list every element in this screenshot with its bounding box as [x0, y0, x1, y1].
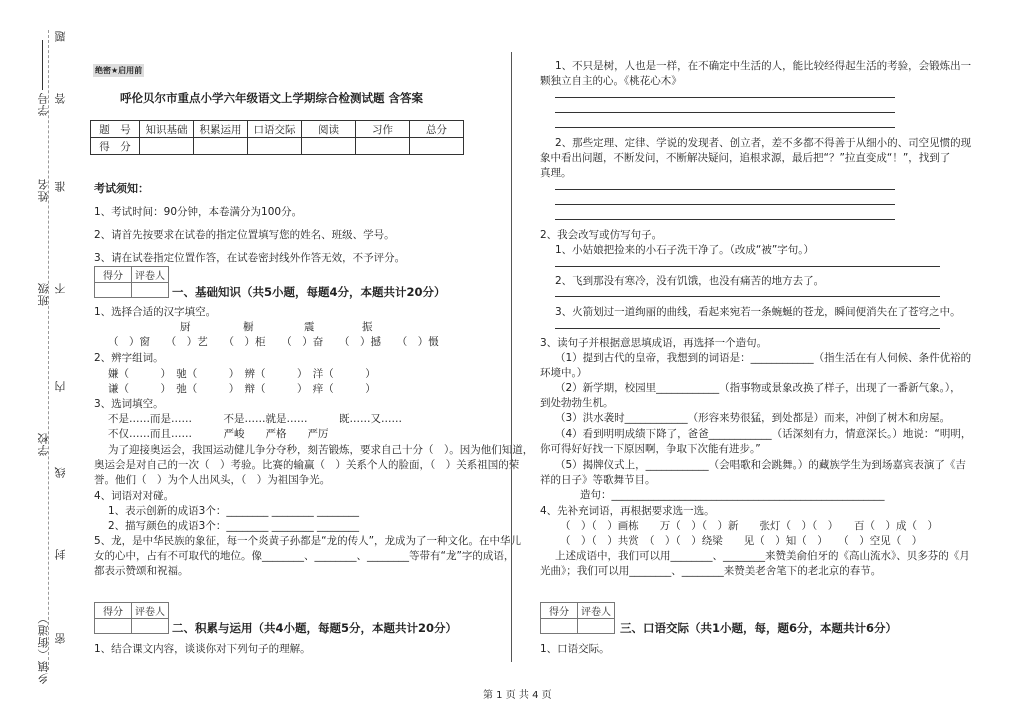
grader-cell[interactable]	[132, 619, 169, 634]
margin-label-xian: 线	[54, 466, 67, 478]
score-cell[interactable]	[356, 138, 410, 155]
grader-box-3	[540, 602, 615, 634]
r-q2-text: 真理。	[540, 167, 572, 179]
s1-q3-options: 不仅……而且…… 严峻 严格 严厉	[108, 428, 329, 440]
grader-box-2	[94, 602, 169, 634]
s1-q2-line: 谦（ ） 弛（ ） 辩（ ） 痒（ ）	[108, 383, 376, 395]
score-header-cell: 积累运用	[194, 121, 248, 138]
margin-label-xuehao: 学号	[37, 92, 50, 116]
grader-cell[interactable]	[132, 283, 169, 298]
score-cell[interactable]	[194, 138, 248, 155]
s1-q1: 1、选择合适的汉字填空。	[94, 306, 217, 318]
r-s3-item: （2）新学期，校园里____________（指事物或景象改换了样子，出现了一番新气象。），	[555, 382, 961, 394]
margin-label-xiangzhen: 乡镇（街道）	[37, 612, 50, 684]
grader-cell[interactable]	[578, 619, 615, 634]
page-footer: 第 1 页 共 4 页	[483, 690, 552, 701]
r-s3-zaoju: 造句：____________________________________________________	[580, 489, 885, 501]
column-divider	[511, 52, 512, 662]
s1-q4-line: 1、表示创新的成语3个：________ ________ ________	[108, 505, 360, 517]
r-s4-line: 上述成语中，我们可以用________、________来赞美俞伯牙的《高山流水》、贝多芬的《月	[555, 550, 970, 562]
score-header-cell: 口语交际	[248, 121, 302, 138]
answer-line	[555, 219, 895, 220]
grader-label: 得分	[541, 603, 578, 619]
r-s3-item: （3）洪水袭时____________（形容来势很猛，到处都是）而来，冲倒了树木和房屋。	[555, 412, 951, 424]
answer-line	[555, 204, 895, 205]
s1-q3-text: 誉。他们（ ）为个人出风头，（ ）为祖国争光。	[94, 474, 331, 486]
s1-q2-line: 嫌（ ） 驰（ ） 辨（ ） 洋（ ）	[108, 368, 376, 380]
score-cell[interactable]	[140, 138, 194, 155]
r-s3-item: （5）揭牌仪式上，____________（会唱歌和会跳舞。）的藏族学生为到场嘉宾表演了《吉	[555, 459, 966, 471]
r-s4: 4、先补充词语，再根据要求选一选。	[540, 505, 715, 517]
grader-label: 评卷人	[132, 603, 169, 619]
notice-item: 1、考试时间：90分钟，本卷满分为100分。	[94, 206, 303, 218]
grader-box-1	[94, 266, 169, 298]
confidential-stamp: 绝密★启用前	[95, 66, 143, 75]
score-cell[interactable]	[410, 138, 464, 155]
margin-label-xingming: 姓名	[37, 178, 50, 202]
answer-line	[555, 127, 895, 128]
margin-label-banji: 班级	[37, 282, 50, 306]
s1-q5-text: 5、龙，是中华民族的象征，每一个炎黄子孙都是“龙的传人”，龙成为了一种文化。在中华儿	[94, 535, 522, 547]
r-s2-item: 1、小姑娘把捡来的小石子洗干净了。（改成“被”字句。）	[555, 244, 815, 256]
section3-title: 三、口语交际（共1小题，每，题6分，本题共计6分）	[620, 621, 898, 635]
score-header-cell: 总分	[410, 121, 464, 138]
s1-q5-text: 都表示赞颂和祝福。	[94, 565, 189, 577]
answer-line	[555, 97, 895, 98]
notice-heading: 考试须知：	[94, 182, 149, 195]
margin-label-da: 答	[54, 92, 67, 104]
r-q2-text: 象中看出问题，不断发问，不断解决疑问，追根求源，最后把“？”拉直变成“！”，找到了	[540, 152, 951, 164]
notice-item: 3、请在试卷指定位置作答，在试卷密封线外作答无效，不予评分。	[94, 252, 406, 264]
score-row-label: 得 分	[91, 138, 140, 155]
r-s3-item: 到处勃勃生机。	[540, 397, 614, 409]
r-s4-line: 光曲》；我们可以用________、________来赞美老舍笔下的老北京的春节。	[540, 565, 882, 577]
margin-label-xuexiao: 学校	[37, 432, 50, 456]
margin-label-zhun: 准	[54, 180, 67, 192]
answer-line	[555, 189, 895, 190]
r-s2: 2、我会改写或仿写句子。	[540, 229, 663, 241]
margin-label-bu: 不	[54, 282, 67, 294]
s1-q1-char: 震	[304, 321, 315, 333]
grader-label: 得分	[95, 603, 132, 619]
answer-line	[555, 328, 940, 329]
s1-q2: 2、辨字组词。	[94, 352, 164, 364]
score-header-cell: 题 号	[91, 121, 140, 138]
s3-q1: 1、口语交际。	[540, 643, 610, 655]
r-s2-item: 3、火箭划过一道绚丽的曲线，看起来宛若一条蜿蜒的苍龙，瞬间便消失在了苍穹之中。	[555, 306, 961, 318]
r-q1-text: 1、不只是树，人也是一样，在不确定中生活的人，能比较经得起生活的考验，会锻炼出一	[555, 60, 972, 72]
grader-cell[interactable]	[95, 619, 132, 634]
s1-q1-char: 橱	[243, 321, 254, 333]
xuehao-line	[42, 40, 43, 90]
page-title: 呼伦贝尔市重点小学六年级语文上学期综合检测试题 含答案	[120, 91, 424, 105]
margin-label-feng: 封	[54, 548, 67, 560]
margin-label-nei: 内	[54, 380, 67, 392]
score-cell[interactable]	[302, 138, 356, 155]
r-s3-item: 环境中。）	[540, 367, 588, 379]
score-table	[90, 120, 464, 155]
r-s3-item: （1）提到古代的皇帝，我想到的词语是：____________（指生活在有人伺候、条件优裕的	[555, 352, 972, 364]
s1-q1-char: 厨	[180, 321, 191, 333]
section2-title: 二、积累与运用（共4小题，每题5分，本题共计20分）	[172, 621, 458, 635]
s1-q4: 4、词语对对碰。	[94, 490, 175, 502]
r-s4-line: （ ）（ ）画栋 万（ ）（ ）新 张灯（ ）（ ） 百（ ）成（ ）	[560, 520, 938, 532]
r-s3: 3、读句子并根据意思填成语，再选择一个造句。	[540, 337, 768, 349]
answer-line	[555, 112, 895, 113]
grader-label: 得分	[95, 267, 132, 283]
s1-q1-char: 振	[362, 321, 373, 333]
r-q1-text: 颗独立自主的心。《桃花心木》	[540, 75, 682, 87]
notice-item: 2、请首先按要求在试卷的指定位置填写您的姓名、班级、学号。	[94, 229, 395, 241]
score-header-cell: 习作	[356, 121, 410, 138]
s1-q3: 3、选词填空。	[94, 398, 164, 410]
margin-label-mi: 密	[54, 632, 67, 644]
answer-line	[555, 266, 940, 267]
margin-label-ti: 题	[54, 30, 67, 42]
r-s3-item: （4）看到明明成绩下降了，爸爸____________（话深刻有力，情意深长。）地说：“明明，	[555, 428, 972, 440]
score-header-cell: 知识基础	[140, 121, 194, 138]
grader-cell[interactable]	[541, 619, 578, 634]
s1-q1-blanks: （ ）窗 （ ）艺 （ ）柜 （ ）奋 （ ）撼 （ ）慑	[108, 336, 439, 348]
section1-title: 一、基础知识（共5小题，每题4分，本题共计20分）	[172, 285, 446, 299]
r-s3-item: 你可得好好找一下原因啊，争取下次能有进步。”	[540, 443, 761, 455]
s1-q3-text: 为了迎接奥运会，我国运动健儿争分夺秒，刻苦锻炼，要求自己十分（ ）。因为他们知道，	[108, 444, 534, 456]
s1-q3-text: 奥运会是对自己的一次（ ）考验。比赛的输赢（ ）关系个人的脸面，（ ）关系祖国的荣	[94, 459, 520, 471]
r-q2-text: 2、那些定理、定律、学说的发现者、创立者，差不多都不得善于从细小的、司空见惯的现	[555, 137, 972, 149]
s1-q3-options: 不是……而是…… 不是……就是…… 既……又……	[108, 413, 402, 425]
s2-q1: 1、结合课文内容，谈谈你对下列句子的理解。	[94, 643, 311, 655]
binding-dashed-line	[48, 30, 49, 670]
r-s3-item: 祥的日子》等歌舞节目。	[540, 474, 656, 486]
r-s2-item: 2、飞到那没有寒冷，没有饥饿，也没有痛苦的地方去了。	[555, 275, 825, 287]
answer-line	[555, 296, 940, 297]
score-cell[interactable]	[248, 138, 302, 155]
s1-q5-text: 女的心中，占有不可取代的地位。像________、________、________等带有“龙”字的成语，	[94, 550, 515, 562]
score-header-cell: 阅读	[302, 121, 356, 138]
r-s4-line: （ ）（ ）共赏 （ ）（ ）绕梁 见（ ）知（ ） （ ）空见（ ）	[560, 535, 923, 547]
s1-q4-line: 2、描写颜色的成语3个：________ ________ ________	[108, 520, 360, 532]
grader-label: 评卷人	[132, 267, 169, 283]
grader-label: 评卷人	[578, 603, 615, 619]
grader-cell[interactable]	[95, 283, 132, 298]
